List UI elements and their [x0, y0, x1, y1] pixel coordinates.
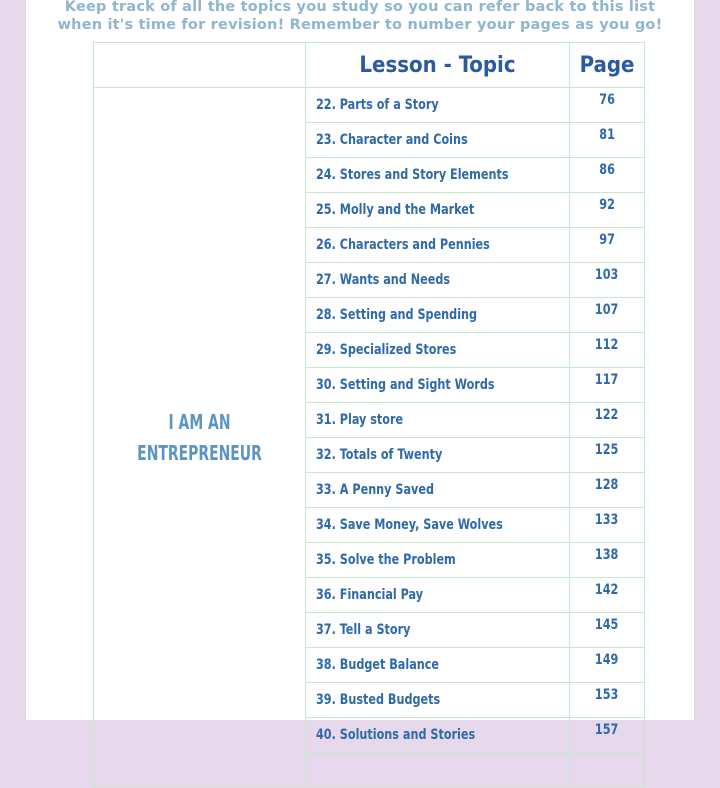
page-number-cell — [570, 508, 645, 543]
lesson-topic-cell — [306, 508, 570, 543]
page-number-cell — [570, 263, 645, 298]
worksheet-page — [26, 0, 694, 743]
lesson-topic-cell — [306, 578, 570, 613]
unit-title-line-2: ENTREPRENEUR — [137, 440, 262, 465]
page-number-cell — [570, 543, 645, 578]
page-number: 122 — [595, 407, 619, 423]
header-lesson-topic: Lesson - Topic — [306, 43, 570, 88]
lesson-topic-cell — [306, 228, 570, 263]
lesson-topic-cell — [306, 438, 570, 473]
lesson-topic: 35. Solve the Problem — [316, 552, 456, 568]
lesson-topic-cell — [306, 333, 570, 368]
lesson-topic-cell — [306, 263, 570, 298]
lesson-topic-cell — [306, 543, 570, 578]
page-number-cell — [570, 298, 645, 333]
page-number: 107 — [595, 302, 619, 318]
page-number-cell — [570, 88, 645, 123]
lesson-topic-cell — [306, 368, 570, 403]
page-number: 153 — [595, 687, 619, 703]
lesson-topic-cell — [306, 613, 570, 648]
lesson-topic-cell — [306, 683, 570, 718]
lesson-topic: 37. Tell a Story — [316, 622, 411, 638]
intro-text — [26, 0, 694, 34]
lesson-topic-cell — [306, 88, 570, 123]
page-number-cell — [570, 193, 645, 228]
page-number: 128 — [595, 477, 619, 493]
lesson-topic: 30. Setting and Sight Words — [316, 377, 495, 393]
lesson-topic: 23. Character and Coins — [316, 132, 468, 148]
empty-page-cell — [570, 753, 645, 788]
table-row — [94, 88, 645, 123]
lesson-topic-cell — [306, 718, 570, 753]
page-number: 103 — [595, 267, 619, 283]
lesson-topic-cell — [306, 298, 570, 333]
lesson-topic: 24. Stores and Story Elements — [316, 167, 509, 183]
page-number-cell — [570, 473, 645, 508]
intro-line-1: Keep track of all the topics you study so you can refer back to this list — [64, 0, 656, 15]
page-number: 81 — [599, 127, 615, 143]
header-page: Page — [570, 43, 645, 88]
unit-title — [107, 407, 293, 469]
unit-title-cell — [94, 88, 306, 788]
lesson-topic-cell — [306, 473, 570, 508]
lesson-topic: 31. Play store — [316, 412, 404, 428]
lesson-topic: 38. Budget Balance — [316, 657, 440, 673]
lesson-topic: 36. Financial Pay — [316, 587, 424, 603]
lesson-topic: 33. A Penny Saved — [316, 482, 434, 498]
page-number-cell — [570, 123, 645, 158]
page-number-cell — [570, 648, 645, 683]
lesson-topic: 26. Characters and Pennies — [316, 237, 490, 253]
page-number-cell — [570, 718, 645, 753]
page-number-cell — [570, 613, 645, 648]
intro-line-2: when it's time for revision! Remember to number your pages as you go! — [57, 17, 663, 33]
lesson-topic-cell — [306, 193, 570, 228]
page-number: 142 — [595, 582, 619, 598]
page-number: 138 — [595, 547, 619, 563]
page-number: 86 — [599, 162, 615, 178]
lesson-topic: 22. Parts of a Story — [316, 97, 439, 113]
page-number-cell — [570, 228, 645, 263]
page-number: 145 — [595, 617, 619, 633]
page-number-cell — [570, 368, 645, 403]
empty-topic-cell — [306, 753, 570, 788]
page-number: 133 — [595, 512, 619, 528]
lesson-topic: 39. Busted Budgets — [316, 692, 441, 708]
lesson-topic: 28. Setting and Spending — [316, 307, 478, 323]
lesson-topic: 40. Solutions and Stories — [316, 727, 476, 743]
page-number-cell — [570, 683, 645, 718]
lesson-topic-cell — [306, 123, 570, 158]
page-number: 76 — [599, 92, 615, 108]
lesson-topic: 34. Save Money, Save Wolves — [316, 517, 503, 533]
page-number: 97 — [599, 232, 615, 248]
page-number: 117 — [595, 372, 619, 388]
table-header-row — [94, 43, 645, 88]
lesson-topic: 32. Totals of Twenty — [316, 447, 443, 463]
lesson-topic: 29. Specialized Stores — [316, 342, 457, 358]
lesson-topic-cell — [306, 403, 570, 438]
header-blank-cell — [94, 43, 306, 88]
lesson-topic: 27. Wants and Needs — [316, 272, 451, 288]
page-number: 157 — [595, 722, 619, 738]
lesson-topic-cell — [306, 158, 570, 193]
lesson-topic: 25. Molly and the Market — [316, 202, 475, 218]
page-number: 112 — [595, 337, 619, 353]
page-number: 125 — [595, 442, 619, 458]
page-number-cell — [570, 578, 645, 613]
page-number-cell — [570, 438, 645, 473]
page-number: 92 — [599, 197, 615, 213]
page-number-cell — [570, 333, 645, 368]
topics-table — [93, 42, 645, 788]
page-number-cell — [570, 158, 645, 193]
unit-title-line-1: I AM AN — [168, 409, 231, 434]
lesson-topic-cell — [306, 648, 570, 683]
page-number: 149 — [595, 652, 619, 668]
page-number-cell — [570, 403, 645, 438]
